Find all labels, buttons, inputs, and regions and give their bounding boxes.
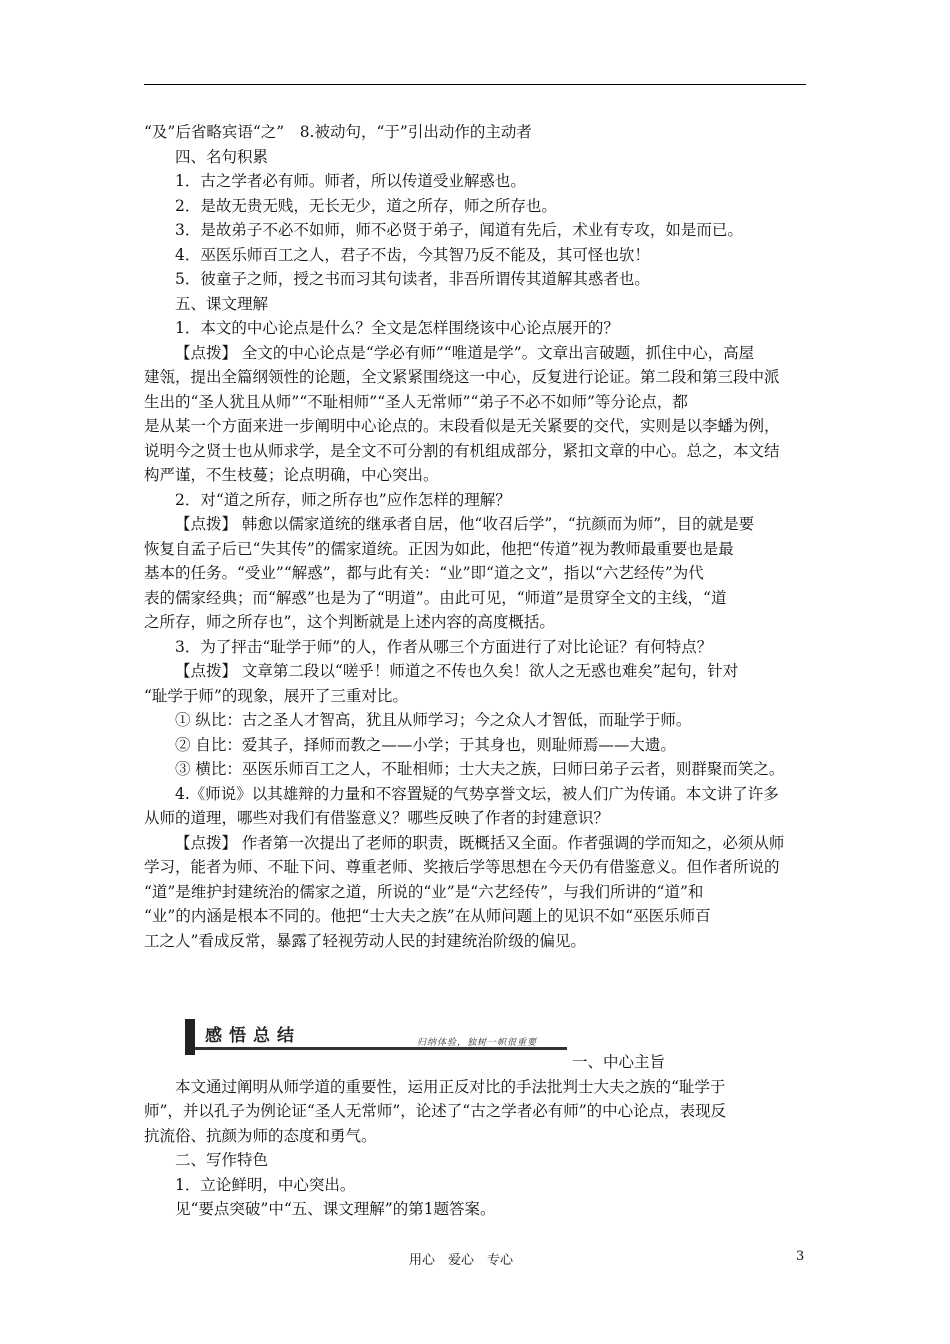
- text-line: 工之人”看成反常，暴露了轻视劳动人民的封建统治阶级的偏见。: [144, 931, 586, 950]
- text-line: 是从某一个方面来进一步阐明中心论点的。末段看似是无关紧要的交代，实则是以李蟠为例，: [144, 417, 780, 435]
- body-text: [144, 120, 806, 953]
- text-line: 四、名句积累: [175, 147, 269, 166]
- page-number: 3: [796, 1249, 805, 1264]
- text-line: 3．是故弟子不必不如师，师不必贤于弟子，闻道有先后，术业有专攻，如是而已。: [175, 221, 743, 239]
- text-line: “耻学于师”的现象，展开了三重对比。: [144, 686, 408, 705]
- text-line: 【点拨】 全文的中心论点是“学必有师”“唯道是学”。文章出言破题，抓住中心，高屋: [175, 343, 755, 362]
- text-line: “及”后省略宾语“之” 8.被动句，“于”引出动作的主动者: [144, 123, 532, 141]
- text-line: 师”，并以孔子为例论证“圣人无常师”，论述了“古之学者必有师”的中心论点，表现反: [144, 1102, 727, 1120]
- text-line: 恢复自孟子后已“失其传”的儒家道统。正因为如此，他把“传道”视为教师最重要也是最: [144, 539, 734, 558]
- text-line: 本文通过阐明从师学道的重要性，运用正反对比的手法批判士大夫之族的“耻学于: [175, 1077, 726, 1096]
- text-line: 2．是故无贵无贱，无长无少，道之所存，师之所存也。: [175, 196, 557, 215]
- text-line: 1．本文的中心论点是什么？全文是怎样围绕该中心论点展开的？: [175, 319, 619, 337]
- text-line: 见“要点突破”中“五、课文理解”的第1题答案。: [175, 1200, 496, 1218]
- text-line: “业”的内涵是根本不同的。他把“士大夫之族”在从师问题上的见识不如“巫医乐师百: [144, 907, 711, 925]
- text-line: 3．为了抨击“耻学于师”的人，作者从哪三个方面进行了对比论证？有何特点？: [175, 637, 713, 656]
- text-line: 4.《师说》以其雄辩的力量和不容置疑的气势享誉文坛，被人们广为传诵。本文讲了许多: [175, 784, 779, 803]
- text-line: ② 自比：爱其子，择师而教之——小学；于其身也，则耻师焉——大遗。: [175, 735, 676, 754]
- text-line: 1．古之学者必有师。师者，所以传道受业解惑也。: [175, 172, 526, 190]
- text-line: 之所存，师之所存也”，这个判断就是上述内容的高度概括。: [144, 613, 555, 631]
- banner-title: 感悟总结: [205, 1026, 301, 1046]
- text-line: ① 纵比：古之圣人才智高，犹且从师学习；今之众人才智低，而耻学于师。: [175, 711, 692, 729]
- text-line: 五、课文理解: [175, 294, 269, 313]
- footer-motto: 用心 爱心 专心: [409, 1253, 514, 1268]
- text-line: 4．巫医乐师百工之人，君子不齿，今其智乃反不能及，其可怪也欤！: [175, 245, 650, 264]
- text-line: 说明今之贤士也从师求学，是全文不可分割的有机组成部分，紧扣文章的中心。总之，本文结: [144, 441, 780, 460]
- text-line: 【点拨】 韩愈以儒家道统的继承者自居，他“收召后学”，“抗颜而为师”，目的就是要: [175, 515, 755, 533]
- text-line: ③ 横比：巫医乐师百工之人，不耻相师；士大夫之族，曰师曰弟子云者，则群聚而笑之。: [175, 760, 785, 778]
- text-line: 生出的“圣人犹且从师”“不耻相师”“圣人无常师”“弟子不必不如师”等分论点，都: [144, 392, 688, 411]
- text-line: 二、写作特色: [175, 1151, 269, 1169]
- text-line: 【点拨】 文章第二段以“嗟乎！师道之不传也久矣！欲人之无惑也难矣”起句，针对: [175, 662, 739, 680]
- text-line: 从师的道理，哪些对我们有借鉴意义？哪些反映了作者的封建意识？: [144, 809, 610, 827]
- text-line: 5．彼童子之师，授之书而习其句读者，非吾所谓传其道解其惑者也。: [175, 270, 650, 288]
- text-line: 一、中心主旨: [572, 1053, 666, 1071]
- text-line: “道”是维护封建统治的儒家之道，所说的“业”是“六艺经传”，与我们所讲的“道”和: [144, 882, 704, 901]
- text-line: 抗流俗、抗颜为师的态度和勇气。: [144, 1126, 377, 1145]
- text-line: 基本的任务。“受业”“解惑”，都与此有关：“业”即“道之文”，指以“六艺经传”为代: [144, 564, 704, 582]
- text-line: 建瓴，提出全篇纲领性的论题，全文紧紧围绕这一中心，反复进行论证。第二段和第三段中派: [144, 368, 780, 386]
- text-line: 构严谨，不生枝蔓；论点明确，中心突出。: [144, 466, 439, 484]
- text-line: 学习，能者为师、不耻下问、尊重老师、奖掖后学等思想在今天仍有借鉴意义。但作者所说的: [144, 858, 780, 876]
- text-line: 2．对“道之所存，师之所存也”应作怎样的理解？: [175, 490, 511, 509]
- summary-text: [144, 1050, 806, 1222]
- text-line: 【点拨】 作者第一次提出了老师的职责，既概括又全面。作者强调的学而知之，必须从师: [175, 833, 785, 852]
- banner-subtitle: 归纳体验，独树一帜很重要: [417, 1038, 538, 1048]
- text-line: 1．立论鲜明，中心突出。: [175, 1175, 356, 1194]
- header-rule: [144, 84, 806, 85]
- text-line: 表的儒家经典；而“解惑”也是为了“明道”。由此可见，“师道”是贯穿全文的主线，“道: [144, 588, 727, 607]
